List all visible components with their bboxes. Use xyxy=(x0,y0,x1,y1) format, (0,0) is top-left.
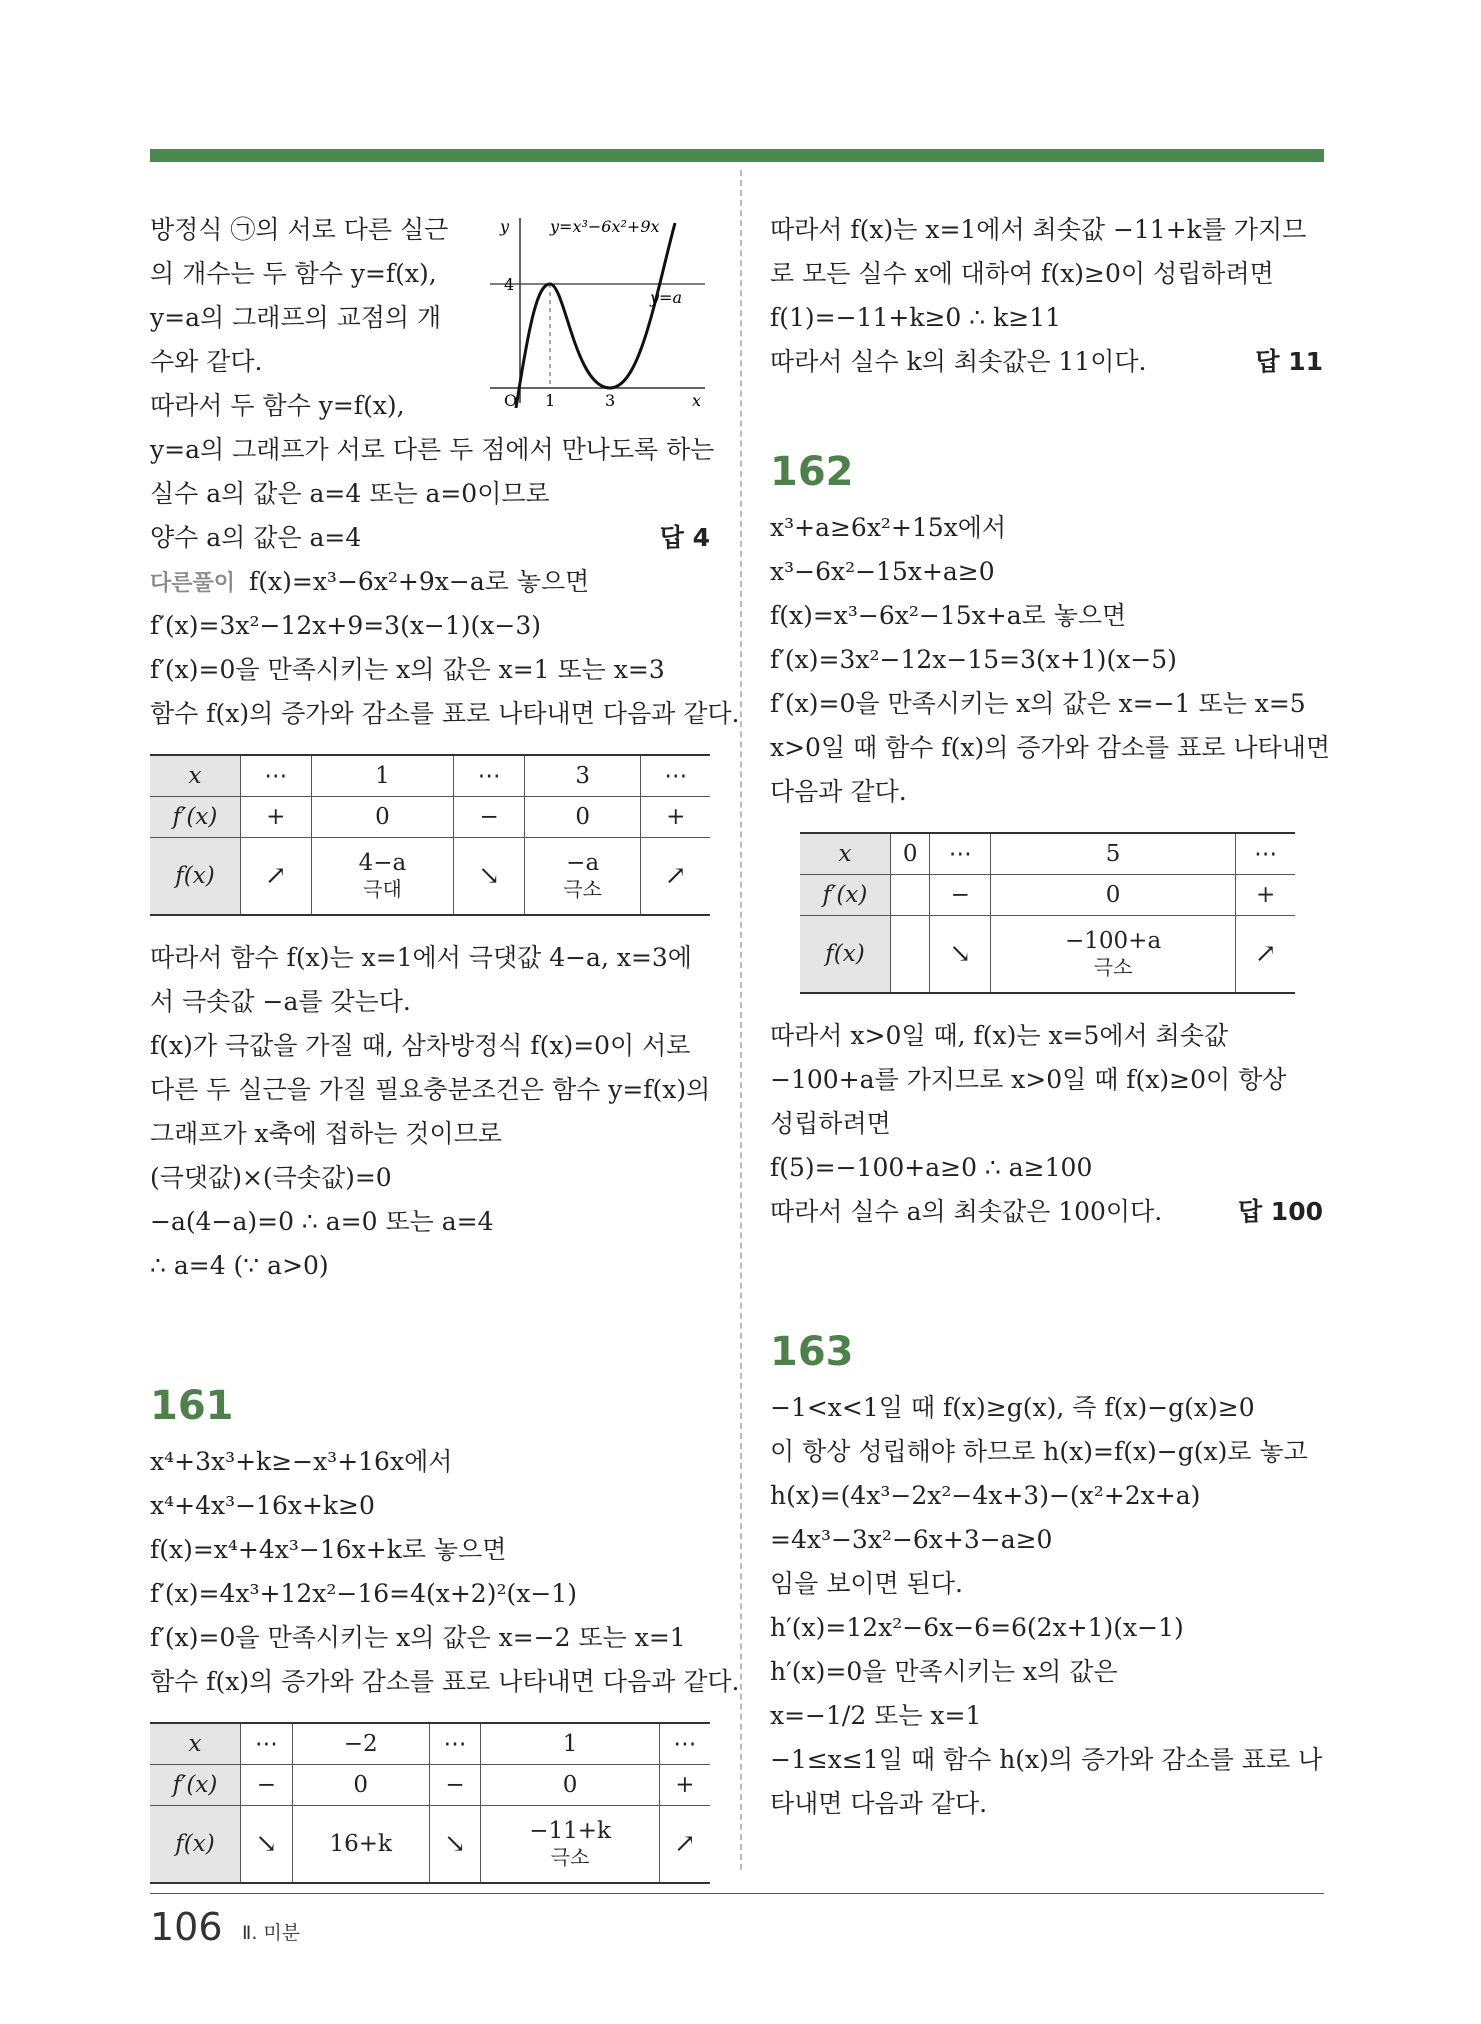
table-cell: + xyxy=(1236,875,1295,916)
table-row xyxy=(800,916,1295,994)
text-line: 임을 보이면 된다. xyxy=(770,1569,963,1598)
table-cell: + xyxy=(659,1765,710,1806)
page-number: 106 xyxy=(150,1905,223,1949)
table-cell: 3 xyxy=(524,755,640,797)
table-cell: 5 xyxy=(991,833,1236,875)
text-line: 로 모든 실수 x에 대하여 f(x)≥0이 성립하려면 xyxy=(770,259,1274,288)
table-cell: ⋯ xyxy=(429,1723,481,1765)
text-line: 다음과 같다. xyxy=(770,777,907,806)
text-line: f(1)=−11+k≥0 ∴ k≥11 xyxy=(770,303,1062,332)
text-line: x=−1/2 또는 x=1 xyxy=(770,1701,982,1730)
answer-tag: 답 4 xyxy=(659,523,710,552)
table-cell: 16+k xyxy=(292,1806,429,1884)
text-line: f′(x)=0을 만족시키는 x의 값은 x=−2 또는 x=1 xyxy=(150,1623,686,1652)
footer-rule xyxy=(150,1893,1324,1894)
table-cell: ⋯ xyxy=(641,755,710,797)
text-line: f′(x)=3x²−12x−15=3(x+1)(x−5) xyxy=(770,645,1177,674)
table-cell: x xyxy=(800,833,891,875)
y-axis-label: y xyxy=(500,217,510,236)
table-row xyxy=(150,755,710,797)
table-cell: 0 xyxy=(991,875,1236,916)
table-cell: −2 xyxy=(292,1723,429,1765)
answer-line xyxy=(150,516,710,560)
header-accent-bar xyxy=(150,149,1324,162)
table-cell xyxy=(891,875,930,916)
text-line: 수와 같다. xyxy=(150,347,263,376)
text-line: −1<x<1일 때 f(x)≥g(x), 즉 f(x)−g(x)≥0 xyxy=(770,1393,1255,1422)
text-line: 타내면 다음과 같다. xyxy=(770,1789,988,1818)
intro-block xyxy=(150,208,710,428)
tick-3-label: 3 xyxy=(605,391,616,408)
text-line: f(x)=x⁴+4x³−16x+k로 놓으면 xyxy=(150,1535,507,1564)
table-row xyxy=(150,1806,710,1884)
increase-arrow-icon: ↗ xyxy=(1236,916,1295,994)
cell-value: −a xyxy=(566,850,600,876)
cell-value: 4−a xyxy=(358,850,407,876)
increase-arrow-icon: ↗ xyxy=(241,838,312,916)
table-cell: f(x) xyxy=(150,1806,241,1884)
answer-line xyxy=(770,340,1323,384)
text-line: 서 극솟값 −a를 갖는다. xyxy=(150,987,411,1016)
table-cell: + xyxy=(641,797,710,838)
text-line: h′(x)=0을 만족시키는 x의 값은 xyxy=(770,1657,1118,1686)
increase-arrow-icon: ↗ xyxy=(659,1806,710,1884)
line-label: y=a xyxy=(650,288,682,307)
increase-arrow-icon: ↗ xyxy=(641,838,710,916)
text-line: (극댓값)×(극솟값)=0 xyxy=(150,1163,392,1192)
answer-tag: 답 11 xyxy=(1255,347,1323,376)
table-cell: 0 xyxy=(292,1765,429,1806)
text-line: 이 항상 성립해야 하므로 h(x)=f(x)−g(x)로 놓고 xyxy=(770,1437,1308,1466)
text-line: 따라서 두 함수 y=f(x), xyxy=(150,391,405,420)
table-cell: ⋯ xyxy=(241,755,312,797)
left-column xyxy=(150,208,740,1904)
table-row xyxy=(150,1765,710,1806)
variation-table-161 xyxy=(150,1722,710,1884)
text-line: ∴ a=4 (∵ a>0) xyxy=(150,1251,329,1280)
text-line: f′(x)=4x³+12x²−16=4(x+2)²(x−1) xyxy=(150,1579,577,1608)
table-cell: 0 xyxy=(524,797,640,838)
table-cell: − xyxy=(454,797,525,838)
x-axis-label: x xyxy=(692,391,702,408)
problem-number-163: 163 xyxy=(770,1329,854,1375)
table-cell: 0 xyxy=(891,833,930,875)
text-line: 따라서 f(x)는 x=1에서 최솟값 −11+k를 가지므 xyxy=(770,215,1307,244)
cubic-graph xyxy=(480,208,710,408)
text-line: 다른 두 실근을 가질 필요충분조건은 함수 y=f(x)의 xyxy=(150,1075,711,1104)
table-cell: f′(x) xyxy=(800,875,891,916)
alt-solution-label: 다른풀이 xyxy=(150,571,236,596)
chapter-label: Ⅱ. 미분 xyxy=(242,1922,301,1944)
local-max-label: 극대 xyxy=(363,877,402,901)
local-min-label: 극소 xyxy=(1093,955,1133,979)
text-line: 따라서 함수 f(x)는 x=1에서 극댓값 4−a, x=3에 xyxy=(150,943,692,972)
table-cell: ⋯ xyxy=(241,1723,293,1765)
text-line: 함수 f(x)의 증가와 감소를 표로 나타내면 다음과 같다. xyxy=(150,1667,740,1696)
decrease-arrow-icon: ↘ xyxy=(454,838,525,916)
right-column xyxy=(770,208,1330,1826)
table-row xyxy=(150,838,710,916)
decrease-arrow-icon: ↘ xyxy=(429,1806,481,1884)
text-line: x³−6x²−15x+a≥0 xyxy=(770,557,995,586)
table-cell: 0 xyxy=(311,797,454,838)
answer-line xyxy=(770,1190,1323,1234)
table-cell: − xyxy=(930,875,991,916)
table-cell: f′(x) xyxy=(150,797,241,838)
text-line: f′(x)=0을 만족시키는 x의 값은 x=1 또는 x=3 xyxy=(150,655,665,684)
table-cell xyxy=(991,916,1236,994)
variation-table-1 xyxy=(150,754,710,916)
table-cell: − xyxy=(241,1765,293,1806)
text-line: −a(4−a)=0 ∴ a=0 또는 a=4 xyxy=(150,1207,494,1236)
table-row xyxy=(150,797,710,838)
text-line: f′(x)=0을 만족시키는 x의 값은 x=−1 또는 x=5 xyxy=(770,689,1306,718)
origin-label: O xyxy=(504,391,518,408)
table-cell xyxy=(524,838,640,916)
text-line: x⁴+3x³+k≥−x³+16x에서 xyxy=(150,1447,453,1476)
table-cell: x xyxy=(150,755,241,797)
table-row xyxy=(800,875,1295,916)
text-line: 그래프가 x축에 접하는 것이므로 xyxy=(150,1119,502,1148)
text-line: =4x³−3x²−6x+3−a≥0 xyxy=(770,1525,1053,1554)
cell-value: −11+k xyxy=(529,1818,611,1844)
table-cell: ⋯ xyxy=(454,755,525,797)
table-cell: − xyxy=(429,1765,481,1806)
table-cell xyxy=(481,1806,659,1884)
table-cell: 1 xyxy=(311,755,454,797)
text-line: 방정식 ㉠의 서로 다른 실근 xyxy=(150,215,449,244)
table-row xyxy=(800,833,1295,875)
table-cell: x xyxy=(150,1723,241,1765)
text-line: x⁴+4x³−16x+k≥0 xyxy=(150,1491,375,1520)
text-line: h(x)=(4x³−2x²−4x+3)−(x²+2x+a) xyxy=(770,1481,1201,1510)
answer-text: 따라서 실수 a의 최솟값은 100이다. xyxy=(770,1197,1163,1226)
answer-tag: 답 100 xyxy=(1237,1197,1323,1226)
text-line: x>0일 때 함수 f(x)의 증가와 감소를 표로 나타내면 xyxy=(770,733,1330,762)
table-cell: 0 xyxy=(481,1765,659,1806)
text-line: 따라서 x>0일 때, f(x)는 x=5에서 최솟값 xyxy=(770,1021,1229,1050)
table-row xyxy=(150,1723,710,1765)
cubic-curve xyxy=(516,223,675,408)
answer-text: 따라서 실수 k의 최솟값은 11이다. xyxy=(770,347,1147,376)
table-cell xyxy=(311,838,454,916)
text-line: 성립하려면 xyxy=(770,1109,891,1138)
text-line: 함수 f(x)의 증가와 감소를 표로 나타내면 다음과 같다. xyxy=(150,699,740,728)
text-line: y=a의 그래프의 교점의 개 xyxy=(150,303,442,332)
table-cell xyxy=(891,916,930,994)
column-divider xyxy=(740,170,742,1870)
text-line: f′(x)=3x²−12x+9=3(x−1)(x−3) xyxy=(150,611,541,640)
problem-number-161: 161 xyxy=(150,1383,234,1429)
curve-equation-label: y=x³−6x²+9x xyxy=(550,217,660,236)
text-line: y=a의 그래프가 서로 다른 두 점에서 만나도록 하는 xyxy=(150,435,715,464)
text-line: x³+a≥6x²+15x에서 xyxy=(770,513,1007,542)
text-line: −100+a를 가지므로 x>0일 때 f(x)≥0이 항상 xyxy=(770,1065,1287,1094)
local-min-label: 극소 xyxy=(563,877,602,901)
table-cell: 1 xyxy=(481,1723,659,1765)
text-line: h′(x)=12x²−6x−6=6(2x+1)(x−1) xyxy=(770,1613,1184,1642)
local-min-label: 극소 xyxy=(550,1845,590,1869)
decrease-arrow-icon: ↘ xyxy=(930,916,991,994)
table-cell: f(x) xyxy=(150,838,241,916)
table-cell: + xyxy=(241,797,312,838)
cell-value: −100+a xyxy=(1065,928,1162,954)
text-line: f(x)=x³−6x²−15x+a로 놓으면 xyxy=(770,601,1127,630)
text-line: 실수 a의 값은 a=4 또는 a=0이므로 xyxy=(150,479,550,508)
text-line: f(x)가 극값을 가질 때, 삼차방정식 f(x)=0이 서로 xyxy=(150,1031,691,1060)
table-cell: ⋯ xyxy=(930,833,991,875)
tick-4-label: 4 xyxy=(504,275,515,294)
table-cell: ⋯ xyxy=(659,1723,710,1765)
table-cell: ⋯ xyxy=(1236,833,1295,875)
table-cell: f′(x) xyxy=(150,1765,241,1806)
alt-solution-line xyxy=(150,560,710,604)
text-line: f(x)=x³−6x²+9x−a로 놓으면 xyxy=(249,567,590,596)
text-line: −1≤x≤1일 때 함수 h(x)의 증가와 감소를 표로 나 xyxy=(770,1745,1323,1774)
variation-table-162 xyxy=(800,832,1295,994)
answer-text: 양수 a의 값은 a=4 xyxy=(150,523,362,552)
text-line: 의 개수는 두 함수 y=f(x), xyxy=(150,259,437,288)
text-line: f(5)=−100+a≥0 ∴ a≥100 xyxy=(770,1153,1093,1182)
problem-number-162: 162 xyxy=(770,449,854,495)
tick-1-label: 1 xyxy=(545,391,556,408)
table-cell: f(x) xyxy=(800,916,891,994)
decrease-arrow-icon: ↘ xyxy=(241,1806,293,1884)
